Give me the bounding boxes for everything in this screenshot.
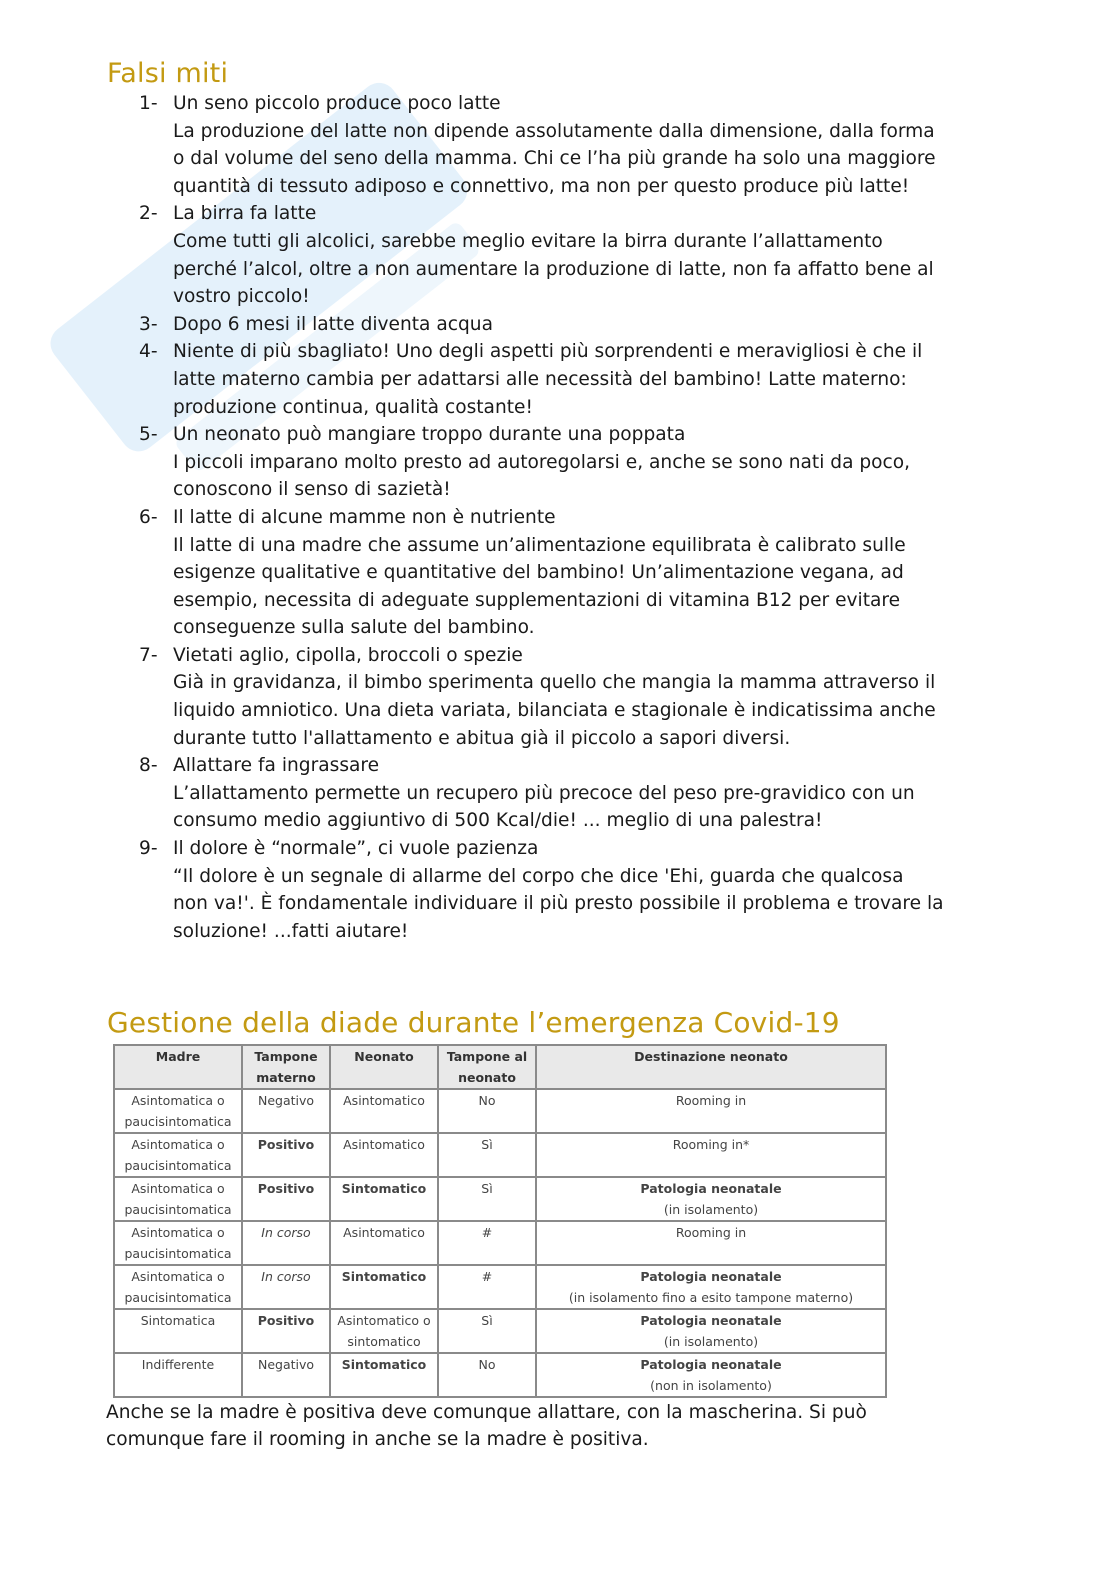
cell-text: Patologia neonatale bbox=[640, 1357, 782, 1372]
table-cell bbox=[114, 1133, 242, 1177]
cell-text: In corso bbox=[261, 1225, 311, 1240]
cell-text: Sintomatico bbox=[341, 1181, 427, 1196]
table-cell bbox=[114, 1265, 242, 1309]
myth-heading: Niente di più sbagliato! Uno degli aspetti più sorprendenti e meravigliosi è che il bbox=[173, 341, 923, 363]
table-row bbox=[114, 1309, 886, 1353]
myth-text-line: non va!'. È fondamentale individuare il più presto possibile il problema e trovare la bbox=[173, 893, 944, 915]
myth-heading: Il dolore è “normale”, ci vuole pazienza bbox=[173, 838, 539, 860]
table-cell bbox=[438, 1265, 536, 1309]
myth-text-line: liquido amniotico. Una dieta variata, bilanciata e stagionale è indicatissima anche bbox=[173, 700, 936, 722]
table-header-cell: Neonato bbox=[330, 1045, 438, 1089]
table-header-cell: Tampone al neonato bbox=[438, 1045, 536, 1089]
table-cell bbox=[330, 1265, 438, 1309]
table-cell bbox=[330, 1133, 438, 1177]
table-cell bbox=[438, 1133, 536, 1177]
myth-heading: La birra fa latte bbox=[173, 203, 317, 225]
section-title-covid: Gestione della diade durante l’emergenza Covid-19 bbox=[107, 1006, 840, 1039]
table-cell bbox=[438, 1353, 536, 1397]
table-cell bbox=[330, 1309, 438, 1353]
table-cell bbox=[114, 1221, 242, 1265]
myth-number: 2- bbox=[139, 203, 158, 225]
cell-text: Sintomatico bbox=[341, 1357, 427, 1372]
table-cell bbox=[536, 1353, 886, 1397]
table-cell bbox=[114, 1089, 242, 1133]
myth-number: 9- bbox=[139, 838, 158, 860]
table-cell bbox=[438, 1089, 536, 1133]
cell-text: Patologia neonatale bbox=[640, 1181, 782, 1196]
myth-item bbox=[139, 752, 1019, 835]
table-header-cell: Madre bbox=[114, 1045, 242, 1089]
table-cell bbox=[330, 1177, 438, 1221]
myth-item bbox=[139, 90, 1019, 200]
cell-text: No bbox=[478, 1357, 496, 1372]
cell-text: Negativo bbox=[257, 1093, 315, 1108]
cell-text: Asintomatica o paucisintomatica bbox=[124, 1269, 232, 1305]
table-header-row bbox=[114, 1045, 886, 1089]
cell-text: # bbox=[481, 1269, 493, 1284]
cell-text: Sì bbox=[481, 1181, 493, 1196]
table-cell bbox=[536, 1221, 886, 1265]
table-header-cell: Destinazione neonato bbox=[536, 1045, 886, 1089]
table-cell bbox=[330, 1221, 438, 1265]
cell-text: Negativo bbox=[257, 1357, 315, 1372]
myth-item bbox=[139, 642, 1019, 752]
table-cell bbox=[438, 1221, 536, 1265]
cell-text: In corso bbox=[261, 1269, 311, 1284]
table-cell bbox=[114, 1177, 242, 1221]
myth-item bbox=[139, 338, 1019, 421]
cell-text: Rooming in bbox=[675, 1225, 747, 1240]
cell-text: Asintomatica o paucisintomatica bbox=[124, 1181, 232, 1217]
table-cell bbox=[242, 1353, 330, 1397]
cell-text: No bbox=[478, 1093, 496, 1108]
myth-number: 7- bbox=[139, 644, 158, 666]
cell-text: Sì bbox=[481, 1313, 493, 1328]
table-row bbox=[114, 1089, 886, 1133]
myth-number: 3- bbox=[139, 313, 158, 335]
myth-text-line: produzione continua, qualità costante! bbox=[173, 396, 533, 418]
myth-text-line: consumo medio aggiuntivo di 500 Kcal/die! ... meglio di una palestra! bbox=[173, 810, 823, 832]
cell-text: Patologia neonatale bbox=[640, 1313, 782, 1328]
cell-text: Asintomatico bbox=[343, 1093, 425, 1108]
myth-heading: Un neonato può mangiare troppo durante una poppata bbox=[173, 424, 686, 446]
cell-text: Sì bbox=[481, 1137, 493, 1152]
table-cell bbox=[330, 1089, 438, 1133]
myth-heading: Vietati aglio, cipolla, broccoli o spezie bbox=[173, 644, 523, 666]
cell-text: Asintomatico bbox=[343, 1225, 425, 1240]
cell-text: Positivo bbox=[257, 1181, 315, 1196]
cell-subtext: (non in isolamento) bbox=[650, 1378, 772, 1393]
table-cell bbox=[242, 1221, 330, 1265]
cell-subtext: (in isolamento fino a esito tampone materno) bbox=[568, 1290, 854, 1305]
myth-text-line: quantità di tessuto adiposo e connettivo, ma non per questo produce più latte! bbox=[173, 175, 910, 197]
myth-text-line: “Il dolore è un segnale di allarme del corpo che dice 'Ehi, guarda che qualcosa bbox=[173, 865, 904, 887]
table-cell bbox=[438, 1177, 536, 1221]
myth-text-line: conseguenze sulla salute del bambino. bbox=[173, 617, 535, 639]
conclusion-paragraph bbox=[106, 1400, 1006, 1453]
myth-text-line: Il latte di una madre che assume un’alimentazione equilibrata è calibrato sulle bbox=[173, 534, 906, 556]
myth-text-line: I piccoli imparano molto presto ad autoregolarsi e, anche se sono nati da poco, bbox=[173, 451, 911, 473]
cell-text: Asintomatica o paucisintomatica bbox=[124, 1225, 232, 1261]
myth-item bbox=[139, 421, 1019, 504]
conclusion-line: comunque fare il rooming in anche se la madre è positiva. bbox=[106, 1428, 649, 1450]
table-cell bbox=[242, 1177, 330, 1221]
cell-text: Patologia neonatale bbox=[640, 1269, 782, 1284]
myth-text-line: conoscono il senso di sazietà! bbox=[173, 479, 451, 501]
myth-text-line: latte materno cambia per adattarsi alle necessità del bambino! Latte materno: bbox=[173, 368, 907, 390]
myth-number: 5- bbox=[139, 424, 158, 446]
myth-text-line: esigenze qualitative e quantitative del bambino! Un’alimentazione vegana, ad bbox=[173, 562, 904, 584]
myth-heading: Il latte di alcune mamme non è nutriente bbox=[173, 506, 556, 528]
myth-item bbox=[139, 504, 1019, 642]
myth-text-line: perché l’alcol, oltre a non aumentare la produzione di latte, non fa affatto bene al bbox=[173, 258, 934, 280]
table-cell bbox=[536, 1265, 886, 1309]
cell-text: Positivo bbox=[257, 1313, 315, 1328]
myth-text-line: vostro piccolo! bbox=[173, 286, 310, 308]
table-cell bbox=[536, 1309, 886, 1353]
table-cell bbox=[536, 1089, 886, 1133]
myth-text-line: durante tutto l'allattamento e abitua già il piccolo a sapori diversi. bbox=[173, 727, 791, 749]
myth-text-line: La produzione del latte non dipende assolutamente dalla dimensione, dalla forma bbox=[173, 120, 935, 142]
myth-heading: Un seno piccolo produce poco latte bbox=[173, 93, 501, 114]
conclusion-line: Anche se la madre è positiva deve comunque allattare, con la mascherina. Si può bbox=[106, 1402, 867, 1423]
cell-text: Rooming in bbox=[675, 1093, 747, 1108]
myth-text-line: esempio, necessita di adeguate supplementazioni di vitamina B12 per evitare bbox=[173, 589, 901, 611]
table-cell bbox=[242, 1265, 330, 1309]
covid-dyad-table bbox=[113, 1044, 887, 1398]
myth-text-line: soluzione! ...fatti aiutare! bbox=[173, 920, 409, 942]
section-title-false-myths: Falsi miti bbox=[107, 58, 229, 89]
table-cell bbox=[536, 1133, 886, 1177]
table-cell bbox=[536, 1177, 886, 1221]
table-cell bbox=[242, 1309, 330, 1353]
table-cell bbox=[114, 1309, 242, 1353]
cell-text: Asintomatica o paucisintomatica bbox=[124, 1137, 232, 1173]
table-row bbox=[114, 1353, 886, 1397]
cell-text: Asintomatico o sintomatico bbox=[337, 1313, 431, 1349]
table-body bbox=[114, 1089, 886, 1397]
cell-text: # bbox=[481, 1225, 493, 1240]
table-header-cell: Tampone materno bbox=[242, 1045, 330, 1089]
cell-text: Sintomatica bbox=[140, 1313, 216, 1328]
table-row bbox=[114, 1177, 886, 1221]
table-cell bbox=[438, 1309, 536, 1353]
myth-item bbox=[139, 311, 1019, 339]
cell-text: Asintomatico bbox=[343, 1137, 425, 1152]
myth-item bbox=[139, 835, 1019, 945]
myth-heading: Dopo 6 mesi il latte diventa acqua bbox=[173, 313, 493, 335]
table-cell bbox=[114, 1353, 242, 1397]
table-cell bbox=[242, 1133, 330, 1177]
table-row bbox=[114, 1265, 886, 1309]
myth-number: 4- bbox=[139, 341, 158, 363]
myth-heading: Allattare fa ingrassare bbox=[173, 755, 380, 777]
table-cell bbox=[242, 1089, 330, 1133]
cell-text: Rooming in* bbox=[672, 1137, 750, 1152]
cell-text: Positivo bbox=[257, 1137, 315, 1152]
cell-subtext: (in isolamento) bbox=[663, 1334, 759, 1349]
cell-subtext: (in isolamento) bbox=[663, 1202, 759, 1217]
myth-number: 8- bbox=[139, 755, 158, 777]
myth-text-line: Come tutti gli alcolici, sarebbe meglio evitare la birra durante l’allattamento bbox=[173, 230, 883, 252]
cell-text: Sintomatico bbox=[341, 1269, 427, 1284]
myth-item bbox=[139, 200, 1019, 310]
myth-number: 6- bbox=[139, 506, 158, 528]
cell-text: Indifferente bbox=[141, 1357, 215, 1372]
table-cell bbox=[330, 1353, 438, 1397]
myth-text-line: L’allattamento permette un recupero più precoce del peso pre-gravidico con un bbox=[173, 782, 915, 804]
table-row bbox=[114, 1221, 886, 1265]
table-row bbox=[114, 1133, 886, 1177]
cell-text: Asintomatica o paucisintomatica bbox=[124, 1093, 232, 1129]
myth-text-line: Già in gravidanza, il bimbo sperimenta quello che mangia la mamma attraverso il bbox=[173, 672, 936, 694]
myth-number: 1- bbox=[139, 93, 158, 114]
myths-list bbox=[139, 90, 1019, 945]
myth-text-line: o dal volume del seno della mamma. Chi ce l’ha più grande ha solo una maggiore bbox=[173, 148, 936, 170]
